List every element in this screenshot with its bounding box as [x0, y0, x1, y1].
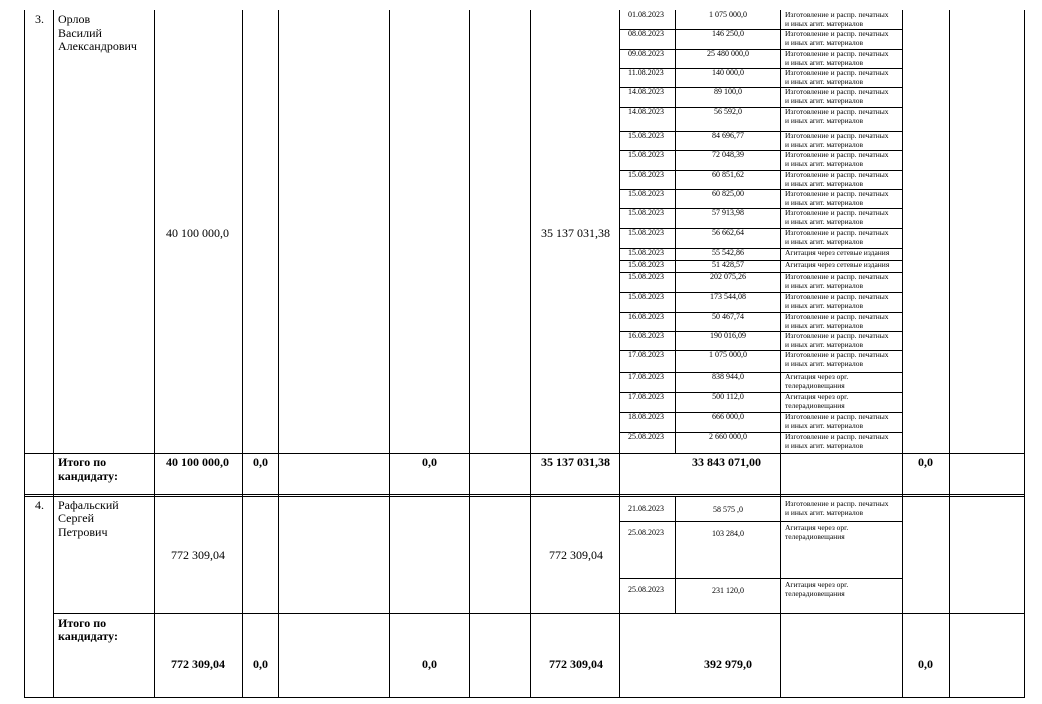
total-spent: 772 309,04: [549, 657, 603, 671]
payment-purpose-line: Изготовление и распр. печатных: [785, 29, 889, 38]
row-separator: [24, 496, 1025, 497]
payment-amount: 51 428,57: [712, 260, 744, 269]
payment-date: 17.08.2023: [628, 372, 664, 381]
table-border: [154, 10, 155, 698]
payment-purpose-line: и иных агит. материалов: [785, 158, 864, 168]
payment-purpose-line: и иных агит. материалов: [785, 216, 864, 226]
table-border: [675, 497, 676, 613]
candidate-name-line: Орлов: [58, 12, 91, 26]
payment-purpose-line: и иных агит. материалов: [785, 420, 864, 430]
payment-purpose-line: Изготовление и распр. печатных: [785, 68, 889, 77]
payment-amount: 146 250,0: [712, 29, 744, 38]
payment-purpose-line: и иных агит. материалов: [785, 236, 864, 246]
total-col6: 0,0: [422, 455, 437, 469]
total-col6: 0,0: [422, 657, 437, 671]
payment-purpose-line: Изготовление и распр. печатных: [785, 432, 889, 441]
payment-date: 15.08.2023: [628, 292, 664, 301]
payment-purpose-line: Изготовление и распр. печатных: [785, 499, 889, 508]
payment-purpose-line: Агитация через сетевые издания: [785, 248, 890, 257]
payment-amount: 55 542,86: [712, 248, 744, 257]
payment-amount: 58 575 ,0: [713, 505, 743, 514]
payment-purpose-line: и иных агит. материалов: [785, 18, 864, 28]
payment-purpose-line: и иных агит. материалов: [785, 76, 864, 86]
payment-amount: 89 100,0: [714, 87, 742, 96]
payment-purpose: [785, 11, 889, 28]
payment-purpose: [785, 108, 889, 125]
payment-purpose-line: телерадиовещания: [785, 531, 845, 541]
total-payments-sum: 33 843 071,00: [692, 455, 761, 469]
payment-purpose: [785, 373, 848, 390]
payment-date: 16.08.2023: [628, 312, 664, 321]
payment-date: 11.08.2023: [628, 68, 664, 77]
payment-date: 15.08.2023: [628, 260, 664, 269]
payment-date: 25.08.2023: [628, 585, 664, 594]
payment-amount: 50 467,74: [712, 312, 744, 321]
row-separator: [24, 697, 1025, 698]
payment-purpose-line: Изготовление и распр. печатных: [785, 350, 889, 359]
payment-amount: 25 480 000,0: [707, 49, 749, 58]
payment-purpose-line: Изготовление и распр. печатных: [785, 87, 889, 96]
table-border: [1024, 10, 1025, 698]
payment-purpose-line: Изготовление и распр. печатных: [785, 312, 889, 321]
payment-purpose-line: и иных агит. материалов: [785, 139, 864, 149]
payment-amount: 56 662,64: [712, 228, 744, 237]
payment-amount: 84 696,77: [712, 131, 744, 140]
payment-date: 15.08.2023: [628, 208, 664, 217]
payment-purpose-line: Изготовление и распр. печатных: [785, 107, 889, 116]
payment-purpose-line: Изготовление и распр. печатных: [785, 208, 889, 217]
payment-date: 15.08.2023: [628, 170, 664, 179]
table-border: [24, 10, 25, 698]
candidate-name-line: Сергей: [58, 511, 94, 525]
payment-date: 25.08.2023: [628, 528, 664, 537]
payment-purpose-line: и иных агит. материалов: [785, 57, 864, 67]
payment-purpose-line: Изготовление и распр. печатных: [785, 49, 889, 58]
payment-purpose-line: и иных агит. материалов: [785, 37, 864, 47]
payment-amount: 173 544,08: [710, 292, 746, 301]
table-border: [780, 10, 781, 698]
total-received: 772 309,04: [171, 657, 225, 671]
candidate-name-line: Петрович: [58, 525, 108, 539]
payment-amount: 60 825,00: [712, 189, 744, 198]
payment-amount: 72 048,39: [712, 150, 744, 159]
payment-purpose: [785, 332, 889, 349]
payment-purpose: [785, 393, 848, 410]
payment-purpose: [785, 433, 889, 450]
table-border: [530, 10, 531, 698]
payment-purpose-line: Изготовление и распр. печатных: [785, 170, 889, 179]
payment-date: 15.08.2023: [628, 272, 664, 281]
payment-date: 17.08.2023: [628, 392, 664, 401]
payment-purpose-line: и иных агит. материалов: [785, 320, 864, 330]
candidate-name-line: Василий: [58, 26, 102, 40]
total-spent: 35 137 031,38: [541, 455, 610, 469]
payment-purpose: [785, 171, 889, 188]
received-amount: 772 309,04: [171, 548, 225, 562]
payment-purpose-line: и иных агит. материалов: [785, 280, 864, 290]
total-col10: 0,0: [918, 455, 933, 469]
payment-amount: 140 000,0: [712, 68, 744, 77]
payment-amount: 231 120,0: [712, 586, 744, 595]
payment-purpose: [785, 132, 889, 149]
candidate-name-line: Александрович: [58, 39, 137, 53]
spent-amount: 772 309,04: [549, 548, 603, 562]
total-col4: 0,0: [253, 657, 268, 671]
payment-purpose: [785, 500, 889, 517]
table-border: [619, 10, 620, 698]
payment-purpose: [785, 69, 889, 86]
payment-amount: 1 075 000,0: [709, 10, 747, 19]
payment-purpose-line: и иных агит. материалов: [785, 197, 864, 207]
payment-date: 17.08.2023: [628, 350, 664, 359]
payment-date: 15.08.2023: [628, 228, 664, 237]
payment-date: 16.08.2023: [628, 331, 664, 340]
payment-date: 09.08.2023: [628, 49, 664, 58]
payment-date: 21.08.2023: [628, 504, 664, 513]
payment-purpose: [785, 581, 848, 598]
total-received: 40 100 000,0: [166, 455, 229, 469]
total-label: кандидату:: [58, 469, 118, 483]
payment-purpose-line: и иных агит. материалов: [785, 358, 864, 368]
candidate-number: 4.: [35, 498, 44, 512]
table-border: [902, 10, 903, 698]
payment-purpose-line: Агитация через орг.: [785, 372, 849, 381]
payment-purpose-line: Изготовление и распр. печатных: [785, 292, 889, 301]
payment-purpose: [785, 261, 889, 270]
payment-date: 15.08.2023: [628, 248, 664, 257]
table-border: [53, 10, 54, 698]
payment-purpose: [785, 273, 889, 290]
payment-amount: 202 075,26: [710, 272, 746, 281]
payment-purpose: [785, 88, 889, 105]
payment-purpose: [785, 413, 889, 430]
payment-purpose: [785, 293, 889, 310]
payment-date: 14.08.2023: [628, 107, 664, 116]
payment-amount: 190 016,09: [710, 331, 746, 340]
row-separator: [24, 494, 1025, 495]
total-label: Итого по: [58, 455, 107, 469]
payment-purpose-line: Изготовление и распр. печатных: [785, 131, 889, 140]
payment-purpose-line: и иных агит. материалов: [785, 440, 864, 450]
table-border: [242, 10, 243, 698]
candidate-number: 3.: [35, 12, 44, 26]
payment-purpose-line: Агитация через орг.: [785, 392, 849, 401]
received-amount: 40 100 000,0: [166, 226, 229, 240]
table-border: [389, 10, 390, 698]
payment-purpose: [785, 229, 889, 246]
payment-amount: 56 592,0: [714, 107, 742, 116]
candidate-name-line: Рафальский: [58, 498, 119, 512]
payment-purpose-line: Агитация через сетевые издания: [785, 260, 890, 269]
payment-row-separator: [619, 521, 903, 522]
payment-purpose-line: Изготовление и распр. печатных: [785, 331, 889, 340]
total-payments-sum: 392 979,0: [704, 657, 752, 671]
payment-purpose: [785, 30, 889, 47]
payment-amount: 60 851,62: [712, 170, 744, 179]
table-border: [278, 10, 279, 698]
payment-purpose-line: Агитация через орг.: [785, 523, 849, 532]
payment-purpose-line: и иных агит. материалов: [785, 178, 864, 188]
payment-amount: 103 284,0: [712, 529, 744, 538]
total-label: Итого по: [58, 616, 107, 630]
payment-purpose: [785, 524, 848, 541]
payment-row-separator: [619, 578, 903, 579]
payment-purpose-line: и иных агит. материалов: [785, 95, 864, 105]
payment-purpose-line: телерадиовещания: [785, 400, 845, 410]
payment-purpose-line: Изготовление и распр. печатных: [785, 412, 889, 421]
payment-date: 15.08.2023: [628, 150, 664, 159]
payment-purpose-line: телерадиовещания: [785, 588, 845, 598]
payment-purpose-line: Изготовление и распр. печатных: [785, 272, 889, 281]
payment-purpose: [785, 351, 889, 368]
total-col10: 0,0: [918, 657, 933, 671]
payment-purpose-line: телерадиовещания: [785, 380, 845, 390]
total-label: кандидату:: [58, 629, 118, 643]
payment-amount: 1 075 000,0: [709, 350, 747, 359]
payment-amount: 666 000,0: [712, 412, 744, 421]
payment-purpose: [785, 190, 889, 207]
spent-amount: 35 137 031,38: [541, 226, 610, 240]
payment-purpose: [785, 151, 889, 168]
table-border: [469, 10, 470, 698]
payment-purpose: [785, 209, 889, 226]
payment-purpose: [785, 313, 889, 330]
payment-purpose-line: Изготовление и распр. печатных: [785, 10, 889, 19]
payment-purpose-line: и иных агит. материалов: [785, 339, 864, 349]
total-col4: 0,0: [253, 455, 268, 469]
payment-date: 14.08.2023: [628, 87, 664, 96]
payment-date: 18.08.2023: [628, 412, 664, 421]
payment-amount: 2 660 000,0: [709, 432, 747, 441]
payment-amount: 57 913,98: [712, 208, 744, 217]
payment-purpose-line: Изготовление и распр. печатных: [785, 150, 889, 159]
row-separator: [24, 453, 1025, 454]
payment-purpose: [785, 249, 889, 258]
payment-date: 25.08.2023: [628, 432, 664, 441]
payment-date: 15.08.2023: [628, 131, 664, 140]
payment-purpose-line: и иных агит. материалов: [785, 115, 864, 125]
payment-purpose-line: и иных агит. материалов: [785, 300, 864, 310]
payment-purpose-line: Изготовление и распр. печатных: [785, 228, 889, 237]
row-separator: [53, 613, 1025, 614]
payment-purpose-line: Агитация через орг.: [785, 580, 849, 589]
table-border: [949, 10, 950, 698]
payment-amount: 500 112,0: [712, 392, 744, 401]
payment-purpose-line: и иных агит. материалов: [785, 507, 864, 517]
payment-date: 08.08.2023: [628, 29, 664, 38]
payment-amount: 838 944,0: [712, 372, 744, 381]
payment-date: 15.08.2023: [628, 189, 664, 198]
payment-date: 01.08.2023: [628, 10, 664, 19]
payment-purpose-line: Изготовление и распр. печатных: [785, 189, 889, 198]
payment-purpose: [785, 50, 889, 67]
